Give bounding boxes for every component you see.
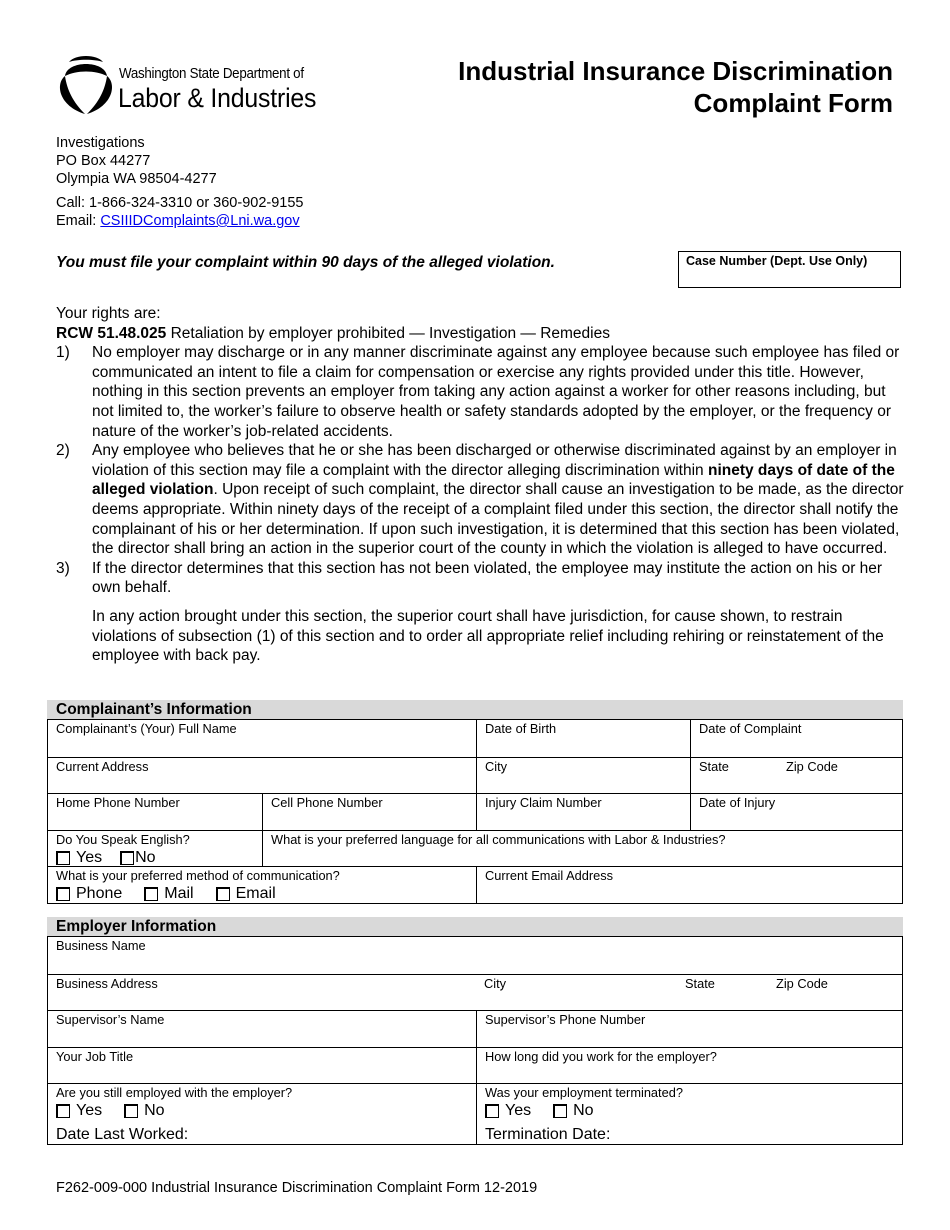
contact-city: Olympia WA 98504-4277 xyxy=(56,171,217,187)
terminated-yes-checkbox[interactable] xyxy=(485,1104,499,1118)
contact-block xyxy=(56,134,303,230)
rights-item-2 xyxy=(56,441,906,559)
cell-phone-field[interactable] xyxy=(262,794,476,830)
agency-logo xyxy=(55,54,325,118)
field-label: Complainant’s (Your) Full Name xyxy=(56,721,237,736)
employer-section-heading: Employer Information xyxy=(47,917,903,936)
rcw-number: RCW 51.48.025 xyxy=(56,324,167,342)
field-label: Home Phone Number xyxy=(56,795,180,810)
checkbox-label: No xyxy=(144,1102,165,1119)
logo-line-2: Labor & Industries xyxy=(118,83,317,113)
field-label: How long did you work for the employer? xyxy=(485,1049,717,1064)
business-name-field[interactable] xyxy=(48,937,902,974)
field-label: Business Name xyxy=(56,938,146,953)
field-label: Date of Complaint xyxy=(699,721,802,736)
checkbox-label: Yes xyxy=(505,1102,532,1119)
injury-claim-number-field[interactable] xyxy=(476,794,690,830)
city-field[interactable] xyxy=(476,758,690,793)
method-email-checkbox[interactable] xyxy=(216,887,230,901)
job-title-field[interactable] xyxy=(48,1048,476,1083)
item-text: No employer may discharge or in any manner discriminate against any employee because such employee has filed or communicated an intent to file a claim for compensation or exercise any rights provided under this title. However, nothing in this section prevents an employer from taking any action against a worker for other reasons including, but not limited to, the worker’s failure to observe health or safety standards adopted by the employer, or the frequency or nature of the worker’s job-related accidents. xyxy=(92,344,900,440)
deadline-notice: You must file your complaint within 90 days of the alleged violation. xyxy=(56,254,555,271)
speak-english-cell xyxy=(48,831,262,866)
field-label: Do You Speak English? xyxy=(56,832,190,847)
field-label: Current Address xyxy=(56,759,149,774)
current-address-field[interactable] xyxy=(48,758,476,793)
speak-english-no-checkbox[interactable] xyxy=(120,851,134,865)
item-number: 3) xyxy=(56,559,70,577)
complainant-section-heading: Complainant’s Information xyxy=(47,700,903,719)
field-label: Date of Birth xyxy=(485,721,557,736)
business-address-field[interactable] xyxy=(48,975,476,1010)
zip-label: Zip Code xyxy=(786,759,838,774)
rights-closing: In any action brought under this section, the superior court shall have jurisdiction, for cause shown, to restrain violations of subsection (1) of this section and to order all appropriate relief including rehiring or reinstatement of the employee with back pay. xyxy=(92,607,884,665)
state-zip-field[interactable] xyxy=(690,758,902,793)
checkbox-label: Phone xyxy=(76,885,123,902)
case-number-box xyxy=(678,251,901,288)
case-number-label: Case Number (Dept. Use Only) xyxy=(686,254,868,268)
state-label: State xyxy=(699,759,729,774)
supervisor-phone-field[interactable] xyxy=(476,1011,902,1047)
checkbox-label: Email xyxy=(235,885,276,902)
termination-date-field[interactable]: Termination Date: xyxy=(485,1126,611,1143)
logo-line-1: Washington State Department of xyxy=(119,66,304,82)
field-label: Are you still employed with the employer? xyxy=(56,1085,293,1100)
field-label: Your Job Title xyxy=(56,1049,134,1064)
contact-dept: Investigations xyxy=(56,135,145,151)
date-of-complaint-field[interactable] xyxy=(690,720,902,757)
email-address-field[interactable] xyxy=(476,867,902,903)
email-label: Email: xyxy=(56,213,101,229)
item-text-bold: ninety days of date of the alleged violation xyxy=(92,461,895,499)
item-text-a: Any employee who believes that he or she has been discharged or otherwise discriminated against by an employer in violation of this section may file a complaint with the director alleging discrimination within xyxy=(92,442,897,479)
rights-item-1 xyxy=(56,343,906,441)
item-text xyxy=(92,441,906,559)
checkbox-label: No xyxy=(135,849,156,866)
field-label: Business Address xyxy=(56,976,158,991)
rights-section xyxy=(56,304,906,666)
lni-trefoil-logo-icon xyxy=(55,54,117,116)
full-name-field[interactable] xyxy=(48,720,476,757)
date-of-injury-field[interactable] xyxy=(690,794,902,830)
item-text: If the director determines that this section has not been violated, the employee may institute the action on his or her own behalf. xyxy=(92,559,883,597)
home-phone-field[interactable] xyxy=(48,794,262,830)
page-title xyxy=(458,55,893,119)
item-text-b: . Upon receipt of such complaint, the director shall cause an investigation to be made, as the director deems appropriate. Within ninety days of the receipt of a complaint filed under this section, the director shall notify the complainant of his or her determination. If upon such investigation, it is determined that this section has been violated, the director shall bring an action in the superior court of the county in which the violation is alleged to have occurred. xyxy=(92,481,904,558)
field-label: What is your preferred method of communication? xyxy=(56,868,340,883)
checkbox-label: Mail xyxy=(164,885,194,902)
complainant-grid xyxy=(47,719,903,904)
method-phone-checkbox[interactable] xyxy=(56,887,70,901)
employer-city-state-zip-field[interactable] xyxy=(476,975,902,1010)
field-label: Supervisor’s Phone Number xyxy=(485,1012,646,1027)
still-employed-no-checkbox[interactable] xyxy=(124,1104,138,1118)
state-label: State xyxy=(685,976,715,991)
how-long-field[interactable] xyxy=(476,1048,902,1083)
city-label: City xyxy=(484,976,507,991)
preferred-language-field[interactable] xyxy=(262,831,902,866)
rcw-title: Retaliation by employer prohibited — Investigation — Remedies xyxy=(166,324,610,342)
checkbox-label: No xyxy=(573,1102,594,1119)
terminated-cell xyxy=(476,1084,902,1144)
field-label: Current Email Address xyxy=(485,868,614,883)
speak-english-yes-checkbox[interactable] xyxy=(56,851,70,865)
item-number: 1) xyxy=(56,344,70,362)
preferred-method-cell xyxy=(48,867,476,903)
title-line-2: Complaint Form xyxy=(693,88,893,118)
employer-grid xyxy=(47,936,903,1145)
date-last-worked-field[interactable]: Date Last Worked: xyxy=(56,1126,189,1143)
contact-po-box: PO Box 44277 xyxy=(56,153,151,169)
field-label: Date of Injury xyxy=(699,795,776,810)
item-number: 2) xyxy=(56,442,70,460)
rights-item-3 xyxy=(56,559,906,598)
still-employed-yes-checkbox[interactable] xyxy=(56,1104,70,1118)
method-mail-checkbox[interactable] xyxy=(144,887,158,901)
terminated-no-checkbox[interactable] xyxy=(553,1104,567,1118)
email-link[interactable]: CSIIIDComplaints@Lni.wa.gov xyxy=(100,213,300,229)
form-footer: F262-009-000 Industrial Insurance Discrimination Complaint Form 12-2019 xyxy=(56,1180,538,1196)
field-label: Injury Claim Number xyxy=(485,795,602,810)
field-label: Was your employment terminated? xyxy=(485,1085,683,1100)
field-label: Cell Phone Number xyxy=(271,795,383,810)
contact-phone: Call: 1-866-324-3310 or 360-902-9155 xyxy=(56,195,304,211)
zip-label: Zip Code xyxy=(776,976,828,991)
rights-intro: Your rights are: xyxy=(56,305,161,322)
supervisor-name-field[interactable] xyxy=(48,1011,476,1047)
field-label: Supervisor’s Name xyxy=(56,1012,165,1027)
contact-email-line xyxy=(56,212,303,230)
checkbox-label: Yes xyxy=(76,1102,103,1119)
rcw-heading xyxy=(56,324,906,344)
title-line-1: Industrial Insurance Discrimination xyxy=(458,56,893,86)
checkbox-label: Yes xyxy=(76,849,103,866)
field-label: City xyxy=(485,759,508,774)
dob-field[interactable] xyxy=(476,720,690,757)
still-employed-cell xyxy=(48,1084,476,1144)
field-label: What is your preferred language for all communications with Labor & Industries? xyxy=(271,832,726,847)
